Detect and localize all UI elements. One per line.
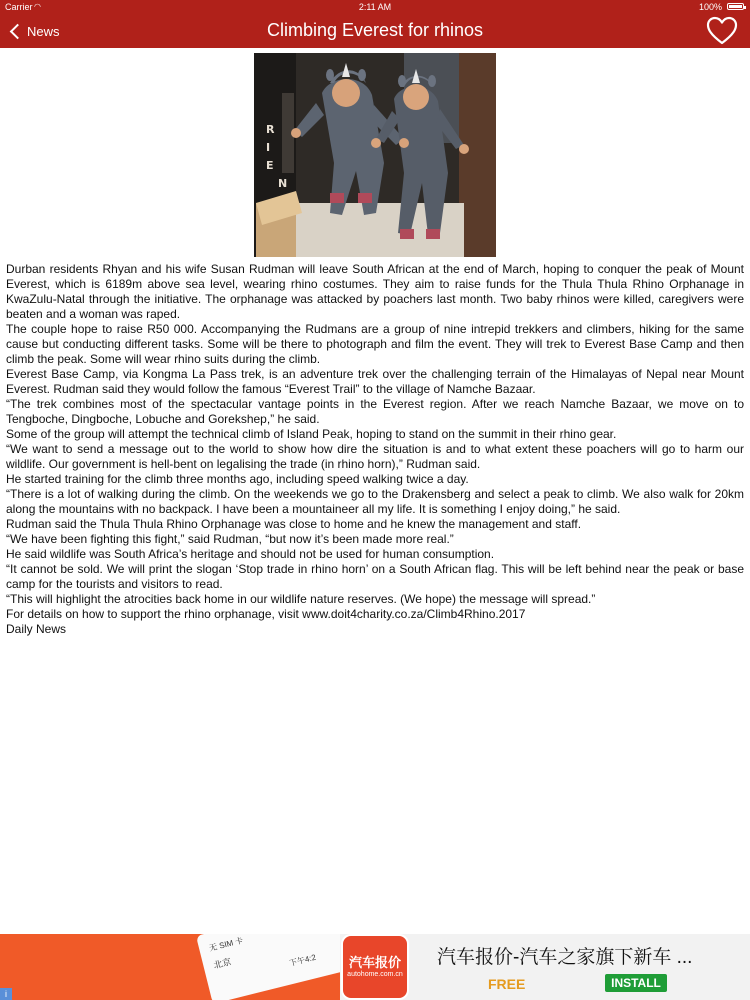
battery-percentage: 100% xyxy=(698,2,722,12)
article-paragraph: “It cannot be sold. We will print the slogan ‘Stop trade in rhino horn’ on a South African flag. This will be left behind near the peak or base camp for the tourists and visitors to read. xyxy=(6,562,744,591)
article-paragraph: Rudman said the Thula Thula Rhino Orphanage was close to home and he knew the management and staff. xyxy=(6,517,582,531)
ad-price-label: FREE xyxy=(488,976,526,992)
article-paragraph: Some of the group will attempt the technical climb of Island Peak, hoping to stand on the summit in their rhino gear. xyxy=(6,427,617,441)
ad-info-icon[interactable]: i xyxy=(0,988,12,1000)
article-paragraph: The couple hope to raise R50 000. Accompanying the Rudmans are a group of nine intrepid trekkers and climbers, hiking for the same cause but conducting different tasks. Some will be there to photograph and film the event. They will trek to Everest Base Camp and then climb the peak. Some will wear rhino suits during the climb. xyxy=(6,322,744,366)
article-paragraph: Everest Base Camp, via Kongma La Pass trek, is an adventure trek over the challenging terrain of the Himalayas of Nepal near Mount Everest. Rudman said they would follow the famous “Everest Trail” to the village of Namche Bazaar. xyxy=(6,367,744,396)
page-title: Climbing Everest for rhinos xyxy=(266,20,484,40)
article-paragraph: He said wildlife was South Africa’s heritage and should not be used for human consumption. xyxy=(6,547,495,561)
status-time: 2:11 AM xyxy=(358,2,392,12)
ad-app-logo[interactable] xyxy=(343,936,407,998)
ad-phone-location-text: 北京 xyxy=(212,956,233,971)
ad-logo-subtext: autohome.com.cn xyxy=(347,971,403,978)
back-button-label: News xyxy=(27,23,60,39)
article-body xyxy=(6,262,744,637)
carrier-label: Carrier xyxy=(5,2,33,12)
article-paragraph: “This will highlight the atrocities back home in our wildlife nature reserves. (We hope) the message will spread.” xyxy=(6,592,596,606)
battery-icon xyxy=(727,3,744,10)
ad-phone-time-text: 下午4:2 xyxy=(288,952,317,969)
favorite-button[interactable] xyxy=(706,16,738,46)
article-paragraph: He started training for the climb three months ago, including speed walking twice a day. xyxy=(6,472,469,486)
article-paragraph: “We want to send a message out to the world to show how dire the situation is and to what extent these poachers will go to harm our wildlife. Our government is hell-bent on legalising the trade (in rhino horn),” Rudman said. xyxy=(6,442,744,471)
article-paragraph: For details on how to support the rhino orphanage, visit www.doit4charity.co.za/Climb4Rhino.2017 xyxy=(6,607,526,621)
svg-text:E: E xyxy=(266,159,274,172)
ad-image xyxy=(0,934,340,1000)
install-button[interactable]: INSTALL xyxy=(605,974,667,992)
ad-title[interactable]: 汽车报价-汽车之家旗下新车 ... xyxy=(437,947,693,968)
ad-logo-text: 汽车报价 xyxy=(348,955,401,970)
wifi-icon: ◠ xyxy=(34,2,41,11)
ad-phone-screenshot xyxy=(196,934,340,1000)
article-paragraph: Durban residents Rhyan and his wife Susan Rudman will leave South African at the end of March, hoping to conquer the peak of Mount Everest, which is 6189m above sea level, wearing rhino costumes. They aim to raise funds for the Thula Thula Rhino Orphanage in KwaZulu-Natal through the initiative. The orphanage was attacked by poachers last month. Two baby rhinos were killed, caregivers were beaten and a woman was raped. xyxy=(6,262,744,321)
navigation-bar xyxy=(0,14,750,48)
ad-phone-status-text: 无 SIM 卡 xyxy=(208,935,245,953)
article-paragraph: “There is a lot of walking during the climb. On the weekends we go to the Drakensberg and select a peak to climb. We also walk for 20km along the mountains with no backpack. I have been a mountaineer all my life. It is something I enjoy doing,” he said. xyxy=(6,487,744,516)
svg-text:I: I xyxy=(266,141,271,154)
article-paragraph: “We have been fighting this fight,” said Rudman, “but now it’s been made more real.” xyxy=(6,532,454,546)
article-photo xyxy=(254,53,496,257)
svg-text:R: R xyxy=(266,123,275,136)
article-paragraph: “The trek combines most of the spectacular vantage points in the Everest region. After we reach Namche Bazaar, we move on to Tengboche, Dingboche, Lobuche and Gorekshep,” he said. xyxy=(6,397,744,426)
svg-text:N: N xyxy=(278,177,288,190)
heart-outline-icon xyxy=(706,16,738,46)
status-bar xyxy=(0,0,750,14)
article-source: Daily News xyxy=(6,622,67,636)
